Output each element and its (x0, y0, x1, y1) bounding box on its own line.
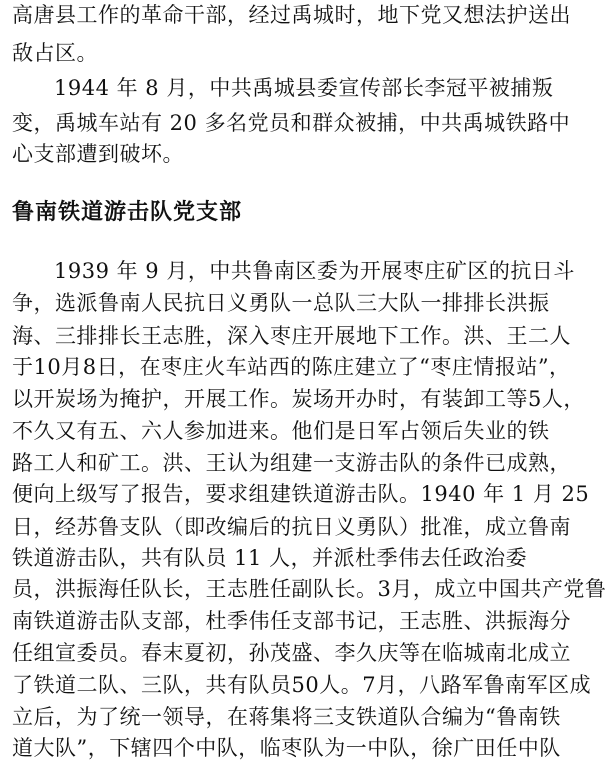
paragraph-line: 立后，为了统一领导，在蒋集将三支铁道队合编为“鲁南铁 (12, 705, 561, 729)
paragraph-line: 了铁道二队、三队，共有队员50人。7月，八路军鲁南军区成 (12, 673, 592, 697)
paragraph-line: 变，禹城车站有 20 多名党员和群众被捕，中共禹城铁路中 (12, 111, 571, 135)
paragraph-line: 任组宣委员。春末夏初，孙茂盛、李久庆等在临城南北成立 (12, 641, 571, 665)
paragraph-line: 员，洪振海任队长，王志胜任副队长。3月，成立中国共产党鲁 (12, 577, 606, 601)
paragraph-line: 心支部遭到破坏。 (12, 142, 184, 166)
paragraph-line: 高唐县工作的革命干部，经过禹城时，地下党又想法护送出 (12, 3, 571, 27)
paragraph-line: 1939 年 9 月，中共鲁南区委为开展枣庄矿区的抗日斗 (54, 259, 575, 283)
paragraph-line: 铁道游击队，共有队员 11 人，并派杜季伟去任政治委 (12, 546, 528, 570)
paragraph-line: 以开炭场为掩护，开展工作。炭场开办时，有装卸工等5人， (12, 387, 585, 411)
paragraph-line: 敌占区。 (12, 41, 98, 65)
paragraph-line: 道大队”，下辖四个中队，临枣队为一中队，徐广田任中队 (12, 736, 561, 760)
paragraph-line: 路工人和矿工。洪、王认为组建一支游击队的条件已成熟， (12, 451, 571, 475)
paragraph-line: 日，经苏鲁支队（即改编后的抗日义勇队）批准，成立鲁南 (12, 515, 571, 539)
section-heading: 鲁南铁道游击队党支部 (12, 200, 243, 225)
paragraph-line: 1944 年 8 月，中共禹城县委宣传部长李冠平被捕叛 (54, 76, 554, 100)
paragraph-line: 海、三排排长王志胜，深入枣庄开展地下工作。洪、王二人 (12, 324, 571, 348)
paragraph-line: 于10月8日，在枣庄火车站西的陈庄建立了“枣庄情报站”， (12, 355, 571, 379)
paragraph-line: 便向上级写了报告，要求组建铁道游击队。1940 年 1 月 25 (12, 482, 590, 506)
paragraph-line: 南铁道游击队支部，杜季伟任支部书记，王志胜、洪振海分 (12, 609, 571, 633)
paragraph-line: 不久又有五、六人参加进来。他们是日军占领后失业的铁 (12, 419, 550, 443)
paragraph-line: 争，选派鲁南人民抗日义勇队一总队三大队一排排长洪振 (12, 291, 550, 315)
